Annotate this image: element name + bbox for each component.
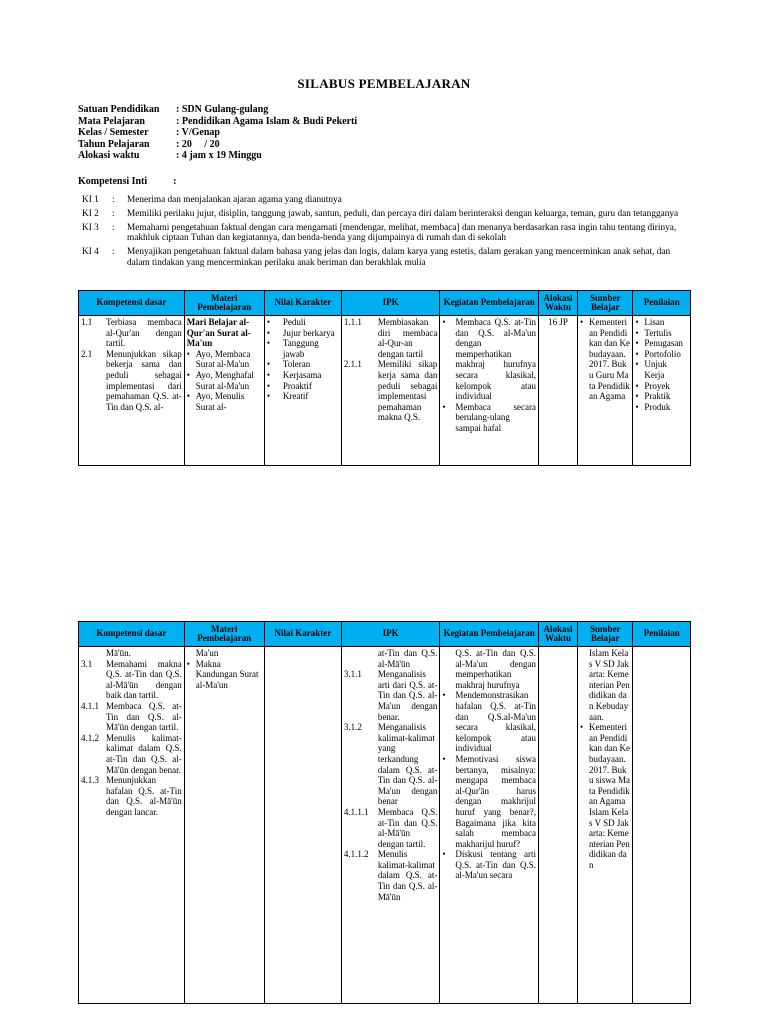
kd-num: 1.1 — [81, 317, 93, 327]
ipk-text: Menganalisis arti dari Q.S. at-Tin dan Q.S. al-Ma'un dengan benar. — [377, 669, 438, 722]
ipk-num: 2.1.1 — [343, 359, 362, 370]
penilaian-item — [635, 349, 688, 360]
header-nilai: Nilai Karakter — [264, 291, 341, 316]
cell-penilaian — [633, 316, 691, 466]
ki-code: KI 1 — [82, 195, 99, 205]
ki-item — [82, 209, 692, 220]
header-kd: Kompetensi dasar — [79, 291, 185, 316]
header-nilai: Nilai Karakter — [264, 622, 341, 647]
penilaian-text: Proyek — [644, 380, 670, 391]
ki-sep: : — [112, 195, 115, 205]
header-ipk: IPK — [341, 622, 440, 647]
ki-sep: : — [112, 222, 115, 233]
ipk-num: 3.1.2 — [343, 722, 362, 733]
header-sumber: Sumber Belajar — [577, 622, 632, 647]
kd-item — [81, 733, 182, 775]
header-kd: Kompetensi dasar — [79, 622, 185, 647]
bullet-icon: • — [266, 369, 270, 380]
penilaian-text: Tertulis — [644, 327, 672, 338]
kegiatan-item — [442, 317, 536, 402]
penilaian-item — [635, 328, 688, 339]
materi-item — [187, 349, 262, 370]
ki-code: KI 2 — [82, 208, 99, 219]
info-value: : V/Genap — [176, 127, 220, 138]
info-value: : 20 / 20 — [176, 138, 220, 150]
header-row — [79, 622, 691, 647]
bullet-icon: • — [635, 359, 639, 370]
ki-item — [82, 247, 692, 269]
kd-item — [81, 775, 182, 817]
cell-kegiatan — [440, 647, 539, 1004]
materi-text: Makna Kandungan Surat al-Ma'un — [195, 658, 259, 690]
materi-title: Mari Belajar al-Qur'an Surat al-Ma'un — [186, 317, 251, 349]
cell-kd — [79, 647, 185, 1004]
kegiatan-text: Diskusi tentang arti Q.S. at-Tin dan Q.S. al-Ma'un secara — [455, 849, 536, 881]
syllabus-table-1 — [78, 290, 691, 466]
bullet-icon: • — [442, 690, 446, 701]
header-ipk: IPK — [341, 291, 440, 316]
info-label: Satuan Pendidikan — [78, 104, 160, 115]
kegiatan-text: Membaca secara berulang-ulang sampai hafal — [455, 401, 536, 433]
nilai-item — [267, 381, 339, 392]
ki-sep: : — [112, 208, 115, 219]
materi-intro: Ma'un — [195, 648, 219, 658]
kd-text: Menunjukkan hafalan Q.S. at-Tin dan Q.S. al-Mā'ūn dengan lancar. — [106, 775, 182, 817]
alokasi-text: 16 JP — [548, 317, 568, 327]
ipk-item — [344, 722, 438, 807]
kd-text: Membaca Q.S. at-Tin dan Q.S. al-Mā'ūn dengan tartil. — [106, 700, 182, 733]
ki-sep: : — [112, 247, 115, 258]
header-penilaian: Penilaian — [633, 622, 691, 647]
bullet-icon: • — [579, 722, 584, 733]
nilai-text: Jujur berkarya — [282, 327, 335, 338]
bullet-icon: • — [442, 849, 446, 860]
info-row — [78, 139, 357, 151]
kd-text: Terbiasa membaca al-Qur'an dengan tartil. — [106, 317, 182, 349]
cell-alokasi — [538, 316, 577, 466]
kd-text: Memahami makna Q.S. at-Tin dan Q.S. al-Mā'ūn dengan baik dan tartil. — [106, 658, 182, 701]
header-sumber: Sumber Belajar — [577, 291, 632, 316]
cell-ipk — [341, 316, 440, 466]
nilai-text: Proaktif — [282, 380, 312, 391]
kegiatan-text: Mendemonstrasikan hafalan Q.S. at-Tin dan Q.S.al-Ma'un secara klasikal, kelompok atau individual — [455, 690, 536, 754]
ipk-item — [344, 807, 438, 849]
bullet-icon: • — [266, 359, 270, 370]
ipk-text: Membiasakan diri membaca al-Qur-an dengan tartil — [377, 317, 438, 359]
header-kegiatan: Kegiatan Pembelajaran — [440, 291, 539, 316]
info-row — [78, 104, 357, 116]
page-title: SILABUS PEMBELAJARAN — [297, 76, 471, 91]
bullet-icon: • — [635, 327, 639, 338]
kegiatan-item — [442, 754, 536, 849]
header-penilaian: Penilaian — [633, 291, 691, 316]
sumber-intro: Islam Kelas V SD Jakarta: Kementerian Pendidikan dan Kebudayaan. — [588, 648, 630, 722]
cell-kd — [79, 316, 185, 466]
materi-text: Ayo, Membaca Surat al-Ma'un — [195, 348, 251, 370]
ki-list — [82, 195, 692, 272]
ipk-item — [344, 669, 438, 722]
kegiatan-intro: Q.S. at-Tin dan Q.S. al-Ma'un dengan memperhatikan makhraj hurufnya — [455, 648, 536, 690]
info-value: : SDN Gulang-gulang — [176, 104, 269, 115]
penilaian-text: Produk — [644, 401, 671, 412]
penilaian-item — [635, 381, 688, 392]
info-label: Tahun Pelajaran — [78, 138, 150, 150]
info-label: Mata Pelajaran — [78, 115, 145, 127]
info-row — [78, 127, 357, 139]
bullet-icon: • — [186, 348, 190, 359]
ki-item — [82, 223, 692, 245]
kegiatan-text: Memotivasi siswa bertanya, misalnya: mengapa membaca al-Qur'ān harus dengan makhrijul huruf yang benar?, Bagaimana jika kita salah membaca makharijul huruf? — [455, 753, 536, 849]
materi-text: Ayo, Menghafal Surat al-Ma'un — [195, 369, 254, 391]
penilaian-text: Praktik — [644, 391, 671, 402]
ki-text: Menerima dan menjalankan ajaran agama yang dianutnya — [127, 195, 342, 205]
info-value: : Pendidikan Agama Islam & Budi Pekerti — [176, 115, 358, 127]
syllabus-table-2 — [78, 621, 691, 1004]
ki-heading — [78, 176, 177, 187]
ki-code: KI 4 — [82, 247, 99, 258]
kd-num: 4.1.1 — [81, 700, 99, 711]
cell-alokasi — [538, 647, 577, 1004]
cell-kegiatan — [440, 316, 539, 466]
bullet-icon: • — [635, 338, 639, 349]
penilaian-item — [635, 359, 688, 380]
bullet-icon: • — [186, 369, 190, 380]
ki-text: Menyajikan pengetahuan faktual dalam bahasa yang jelas dan logis, dalam karya yang estetis, dalam gerakan yang mencerminkan anak sehat, dan dalam tindakan yang mencerminkan perilaku anak beriman dan berakhlak mulia — [127, 247, 671, 268]
ipk-num: 1.1.1 — [343, 317, 362, 327]
nilai-item — [267, 317, 339, 328]
ipk-text: Menganalisis kalimat-kalimat yang terkandung dalam Q.S. at-Tin dan Q.S. al-Ma'un dengan benar — [377, 722, 438, 807]
kd-item — [81, 659, 182, 701]
nilai-text: Toleran — [282, 359, 311, 370]
cell-ipk — [341, 647, 440, 1004]
ipk-num: 4.1.1.1 — [343, 806, 369, 817]
ki-text: Memiliki perilaku jujur, disiplin, tanggung jawab, santun, peduli, dan percaya diri dalam berinteraksi dengan keluarga, teman, guru dan tetangganya — [127, 208, 679, 219]
info-row — [78, 150, 357, 162]
ki-code: KI 3 — [82, 222, 99, 233]
bullet-icon: • — [266, 391, 270, 402]
kegiatan-text: Membaca Q.S. at-Tin dan Q.S. al-Ma'un dengan memperhatikan makhraj hurufnya secara klasikal, kelompok atau individual — [455, 317, 536, 402]
bullet-icon: • — [635, 317, 639, 327]
materi-text: Ayo, Menulis Surat al- — [195, 391, 245, 412]
penilaian-text: Portofolio — [644, 348, 681, 359]
info-value: : 4 jam x 19 Minggu — [176, 150, 262, 161]
kd-intro: Mā'ūn. — [106, 648, 131, 658]
nilai-item — [267, 391, 339, 402]
ipk-item — [344, 849, 438, 902]
ipk-num: 3.1.1 — [343, 669, 362, 680]
materi-item — [187, 370, 262, 391]
penilaian-item — [635, 402, 688, 413]
bullet-icon: • — [635, 348, 639, 359]
table-row — [79, 316, 691, 466]
nilai-item — [267, 370, 339, 381]
penilaian-item — [635, 338, 688, 349]
bullet-icon: • — [266, 380, 270, 391]
penilaian-text: Lisan — [644, 317, 665, 327]
nilai-item — [267, 359, 339, 370]
table-row — [79, 647, 691, 1004]
cell-materi — [184, 647, 264, 1004]
info-label: Alokasi waktu — [78, 150, 140, 161]
header-materi: Materi Pembelajaran — [184, 622, 264, 647]
ki-heading-text: Kompetensi Inti — [78, 176, 148, 187]
info-label: Kelas / Semester — [78, 127, 149, 138]
penilaian-item — [635, 317, 688, 328]
header-alokasi: Alokasi Waktu — [538, 291, 577, 316]
nilai-text: Kerjasama — [282, 369, 322, 380]
nilai-item — [267, 328, 339, 339]
ipk-item — [344, 317, 438, 359]
ipk-text: Memiliki sikap kerja sama dan peduli sebagai implementasi pemahaman makna Q.S. — [377, 359, 438, 423]
bullet-icon: • — [442, 753, 446, 764]
nilai-item — [267, 338, 339, 359]
header-row — [79, 291, 691, 316]
header-alokasi: Alokasi Waktu — [538, 622, 577, 647]
bullet-icon: • — [579, 317, 584, 327]
cell-nilai — [264, 316, 341, 466]
info-row — [78, 116, 357, 128]
kd-num: 3.1 — [81, 658, 93, 669]
nilai-text: Kreatif — [282, 391, 309, 402]
kd-item — [81, 701, 182, 733]
sumber-text: Kementerian Pendidikan dan Kebudayaan. 2017. Buku siswa Mata Pendidikan Agama Islam Kelas V SD Jakarta: Kementerian Pendidikan dan — [588, 722, 630, 870]
ipk-item — [344, 359, 438, 423]
kegiatan-item — [442, 849, 536, 881]
kd-num: 4.1.3 — [81, 775, 99, 786]
cell-materi — [184, 316, 264, 466]
kd-num: 4.1.2 — [81, 732, 99, 743]
info-block — [78, 104, 357, 162]
bullet-icon: • — [266, 317, 270, 327]
bullet-icon: • — [635, 391, 639, 402]
bullet-icon: • — [442, 401, 446, 412]
kegiatan-item — [442, 402, 536, 434]
bullet-icon: • — [442, 317, 446, 327]
bullet-icon: • — [266, 338, 270, 349]
sumber-text: Kementerian Pendidikan dan Kebudayaan. 2017. Buku Guru Mata Pendidikan Agama — [588, 317, 630, 402]
kd-item — [81, 317, 182, 349]
ki-text: Memahami pengetahuan faktual dengan cara mengamati [mendengar, melihat, membaca] dan menanya berdasarkan rasa ingin tahu tentang dirinya, makhluk ciptaan Tuhan dan kegiatannya, dan benda-benda yang dijumpainya di rumah dan di sekolah — [127, 222, 677, 244]
bullet-icon: • — [186, 658, 190, 669]
ipk-intro: at-Tin dan Q.S. al-Mā'ūn — [377, 648, 438, 669]
ipk-num: 4.1.1.2 — [343, 849, 369, 860]
bullet-icon: • — [635, 380, 639, 391]
cell-sumber — [577, 647, 632, 1004]
ipk-text: Membaca Q.S. at-Tin dan Q.S. al-Mā'ūn dengan tartil. — [377, 806, 438, 849]
ki-heading-colon: : — [173, 176, 177, 187]
bullet-icon: • — [266, 327, 270, 338]
nilai-text: Peduli — [282, 317, 306, 327]
cell-penilaian — [633, 647, 691, 1004]
materi-item — [187, 391, 262, 412]
ipk-text: Menulis kalimat-kalimat dalam Q.S. at-Tin dan Q.S. al-Mā'ūn — [377, 849, 438, 902]
materi-item — [187, 659, 262, 691]
kd-text: Menunjukkan sikap bekerja sama dan peduli sebagai implementasi dari pemahaman Q.S. at-Tin dan Q.S. al- — [106, 348, 182, 412]
bullet-icon: • — [186, 391, 190, 402]
nilai-text: Tanggung jawab — [282, 338, 319, 359]
kd-num: 2.1 — [81, 348, 93, 359]
ki-item — [82, 195, 692, 206]
kegiatan-item — [442, 690, 536, 754]
header-kegiatan: Kegiatan Pembelajaran — [440, 622, 539, 647]
kd-item — [81, 349, 182, 413]
header-materi: Materi Pembelajaran — [184, 291, 264, 316]
sumber-item — [580, 317, 630, 402]
cell-nilai — [264, 647, 341, 1004]
penilaian-text: Unjuk Kerja — [644, 359, 667, 380]
kd-text: Menulis kalimat-kalimat dalam Q.S. at-Tin dan Q.S. al-Mā'ūn dengan benar. — [106, 732, 182, 775]
penilaian-text: Penugasan — [644, 338, 683, 349]
bullet-icon: • — [635, 401, 639, 412]
penilaian-item — [635, 391, 688, 402]
cell-sumber — [577, 316, 632, 466]
sumber-item — [580, 722, 630, 870]
